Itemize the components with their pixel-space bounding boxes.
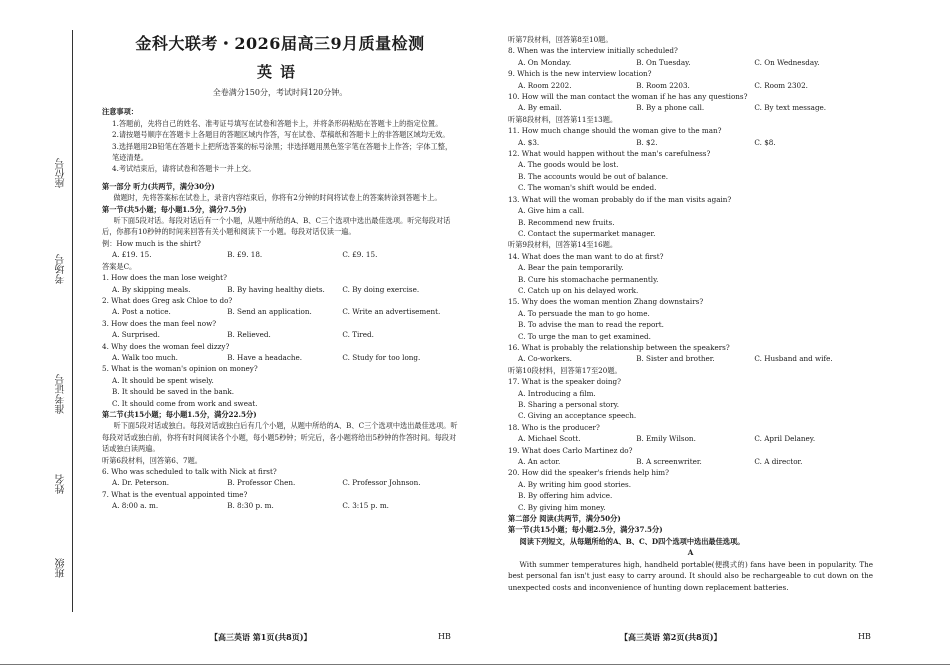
question-3-options xyxy=(102,329,458,340)
option: A. To persuade the man to go home. xyxy=(518,308,650,318)
question-11-options xyxy=(508,137,873,148)
passage-label: A xyxy=(687,548,694,558)
option: B. $2. xyxy=(636,137,658,147)
question-2: 2. What does Greg ask Chloe to do? xyxy=(102,295,233,305)
option: B. Emily Wilson. xyxy=(636,434,696,444)
question-1-options xyxy=(102,284,458,295)
notice-item: 4.考试结束后，请将试卷和答题卡一并上交。 xyxy=(112,164,256,174)
section2-intro: 听下面5段对话或独白。每段对话或独白后有几个小题，从题中所给的A、B、C三个选项中选出最佳选项。听每段对话或独白前，你将有时间阅读各个小题，每小题5秒钟；听完后，各小题将给出5秒钟的作答时间。每段对话或独白读两遍。 xyxy=(102,421,458,454)
part2-intro: 阅读下列短文，从每题所给的A、B、C、D四个选项中选出最佳选项。 xyxy=(519,536,745,546)
question-5: 5. What is the woman's opinion on money? xyxy=(102,364,258,374)
option: B. The accounts would be out of balance. xyxy=(518,171,669,181)
option: A. An actor. xyxy=(518,457,561,467)
bottom-rule xyxy=(0,664,950,665)
binding-line xyxy=(72,30,73,612)
option: C. Professor Johnson. xyxy=(342,478,421,488)
option: A. Give him a call. xyxy=(518,206,585,216)
notice-heading: 注意事项： xyxy=(102,107,138,117)
example-question: 例：How much is the shirt? xyxy=(102,238,201,248)
notice-item: 1.答题前，先将自己的姓名、准考证号填写在试卷和答题卡上，并将条形码粘贴在答题卡上的指定位置。 xyxy=(112,118,443,128)
material-8-instruction: 听第8段材料，回答第11至13题。 xyxy=(508,114,618,124)
option: C. Catch up on his delayed work. xyxy=(518,285,639,295)
question-6: 6. Who was scheduled to talk with Nick at first? xyxy=(102,467,277,476)
option: A. By writing him good stories. xyxy=(518,479,632,489)
option: A. On Monday. xyxy=(518,57,572,67)
option: C. April Delaney. xyxy=(754,434,816,444)
option: B. By a phone call. xyxy=(636,103,705,113)
option: A. Surprised. xyxy=(112,330,160,340)
question-17: 17. What is the speaker doing? xyxy=(508,377,621,387)
question-14: 14. What does the man want to do at first? xyxy=(508,251,664,261)
page-2-column xyxy=(508,34,873,593)
page-1-column xyxy=(102,30,458,512)
exam-title: 金科大联考・2026届高三9月质量检测 xyxy=(135,34,425,53)
question-13: 13. What will the woman probably do if the man visits again? xyxy=(508,194,732,204)
question-6-options xyxy=(102,477,458,488)
margin-label-class: 班级 xyxy=(56,558,67,578)
notice-item: 3.选择题用2B铅笔在答题卡上把所选答案的标号涂黑；非选择题用黑色签字笔在答题卡上作答；字体工整，笔迹清楚。 xyxy=(112,141,453,163)
question-19: 19. What does Carlo Martinez do? xyxy=(508,445,633,455)
question-4-options xyxy=(102,352,458,363)
question-8-options xyxy=(508,57,873,68)
option: C. By doing exercise. xyxy=(342,284,420,294)
subject-title: 英语 xyxy=(256,63,303,81)
question-1: 1. How does the man lose weight? xyxy=(102,273,227,283)
option: C. Tired. xyxy=(342,330,374,340)
option: A. £19. 15. xyxy=(112,250,152,260)
part2-heading: 第二部分 阅读(共两节，满分50分) xyxy=(508,514,621,524)
option: C. The woman's shift would be ended. xyxy=(518,183,657,193)
margin-label-name: 姓名 xyxy=(56,474,67,494)
material-9-instruction: 听第9段材料，回答第14至16题。 xyxy=(508,240,618,250)
option: B. To advise the man to read the report. xyxy=(518,320,664,330)
option: A. By email. xyxy=(518,103,562,113)
option: B. A screenwriter. xyxy=(636,457,702,467)
question-9-options xyxy=(508,80,873,91)
option: B. Cure his stomachache permanently. xyxy=(518,274,659,284)
option: C. By giving him money. xyxy=(518,502,606,512)
material-10-instruction: 听第10段材料，回答第17至20题。 xyxy=(508,365,622,375)
question-7: 7. What is the eventual appointed time? xyxy=(102,489,248,499)
page-2-footer: 【高三英语 第2页(共8页)】 xyxy=(620,632,722,642)
notice-item: 2.请按题号顺序在答题卡上各题目的答题区域内作答，写在试卷、草稿纸和答题卡上的非答题区域均无效。 xyxy=(112,130,450,140)
page-1-code: HB xyxy=(438,632,451,641)
option: A. Dr. Peterson. xyxy=(112,478,170,488)
passage-text: With summer temperatures high, handheld portable(便携式的) fans have been in popularity. The best personal fan isn't just easy to carry around. It should also be rechargeable to cut down on the unexpected costs and inconvenience of hunting down replacement batteries. xyxy=(508,559,873,592)
option: C. Contact the supermarket manager. xyxy=(518,228,656,238)
option: B. Recommend new fruits. xyxy=(518,217,615,227)
option: A. Co-workers. xyxy=(518,354,572,364)
question-18-options xyxy=(508,433,873,444)
page-2-code: HB xyxy=(858,632,871,641)
question-2-options xyxy=(102,306,458,317)
option: B. Send an application. xyxy=(227,307,312,317)
option: A. 8:00 a. m. xyxy=(112,501,159,511)
question-19-options xyxy=(508,456,873,467)
part2-section1-heading: 第一节(共15小题；每小题2.5分，满分37.5分) xyxy=(508,525,663,535)
question-18: 18. Who is the producer? xyxy=(508,422,600,432)
option: A. Bear the pain temporarily. xyxy=(518,263,624,273)
option: B. Room 2203. xyxy=(636,80,690,90)
margin-label-seat: 座位号 xyxy=(56,158,67,188)
exam-subtitle: 全卷满分150分，考试时间120分钟。 xyxy=(212,88,348,97)
option: B. By offering him advice. xyxy=(518,491,613,501)
option: C. Husband and wife. xyxy=(754,354,833,364)
option: B. £9. 18. xyxy=(227,250,263,260)
option: C. $8. xyxy=(754,137,776,147)
question-11: 11. How much change should the woman give to the man? xyxy=(508,126,722,136)
option: B. On Tuesday. xyxy=(636,57,691,67)
option: B. Professor Chen. xyxy=(227,478,296,488)
option: C. On Wednesday. xyxy=(754,57,820,67)
option: A. The goods would be lost. xyxy=(518,160,619,170)
question-9: 9. Which is the new interview location? xyxy=(508,69,652,79)
binding-margin xyxy=(0,0,92,672)
question-10: 10. How will the man contact the woman if he has any questions? xyxy=(508,92,748,102)
margin-label-room: 考场号 xyxy=(56,254,67,284)
option: A. Walk too much. xyxy=(112,352,178,362)
option: C. Giving an acceptance speech. xyxy=(518,411,637,421)
option: C. £9. 15. xyxy=(342,250,378,260)
option: C. Write an advertisement. xyxy=(342,307,441,317)
option: C. Study for too long. xyxy=(342,352,421,362)
question-7-options xyxy=(102,500,458,511)
question-12: 12. What would happen without the man's carefulness? xyxy=(508,149,711,159)
option: A. It should be spent wisely. xyxy=(112,375,214,385)
option: A. Introducing a film. xyxy=(518,388,596,398)
example-options xyxy=(102,249,458,260)
section2-heading: 第二节(共15小题；每小题1.5分，满分22.5分) xyxy=(102,409,257,419)
notice-section xyxy=(102,106,458,174)
option: B. 8:30 p. m. xyxy=(227,501,274,511)
section1-intro: 听下面5段对话。每段对话后有一个小题，从题中所给的A、B、C三个选项中选出最佳选项。听完每段对话后，你都有10秒钟的时间来回答有关小题和阅读下一小题。每段对话仅读一遍。 xyxy=(102,216,451,237)
section1-heading: 第一节(共5小题；每小题1.5分，满分7.5分) xyxy=(102,204,247,214)
question-20: 20. How did the speaker's friends help him? xyxy=(508,468,669,478)
option: C. 3:15 p. m. xyxy=(342,501,389,511)
question-16-options xyxy=(508,353,873,364)
example-answer: 答案是C。 xyxy=(102,261,137,271)
page-1-footer: 【高三英语 第1页(共8页)】 xyxy=(210,632,312,642)
option: A. Room 2202. xyxy=(518,80,572,90)
option: B. Sister and brother. xyxy=(636,354,715,364)
part1-intro: 做题时，先将答案标在试卷上，录音内容结束后，你将有2分钟的时间将试卷上的答案转涂到答题卡上。 xyxy=(113,193,442,203)
question-4: 4. Why does the woman feel dizzy? xyxy=(102,341,230,351)
option: C. It should come from work and sweat. xyxy=(112,398,258,408)
option: B. It should be saved in the bank. xyxy=(112,387,235,397)
question-15: 15. Why does the woman mention Zhang downstairs? xyxy=(508,297,704,307)
question-16: 16. What is probably the relationship between the speakers? xyxy=(508,342,730,352)
option: A. Michael Scott. xyxy=(518,434,581,444)
option: A. $3. xyxy=(518,137,540,147)
option: B. Have a headache. xyxy=(227,352,303,362)
margin-label-ticket: 准考证号 xyxy=(56,374,67,414)
option: C. Room 2302. xyxy=(754,80,808,90)
material-7-instruction: 听第7段材料，回答第8至10题。 xyxy=(508,35,613,44)
option: C. By text message. xyxy=(754,103,827,113)
option: C. A director. xyxy=(754,457,803,467)
option: A. By skipping meals. xyxy=(112,284,191,294)
question-3: 3. How does the man feel now? xyxy=(102,318,217,328)
option: B. Relieved. xyxy=(227,330,271,340)
material-6-instruction: 听第6段材料，回答第6、7题。 xyxy=(102,455,202,465)
option: C. To urge the man to get examined. xyxy=(518,331,651,341)
question-8: 8. When was the interview initially scheduled? xyxy=(508,46,678,56)
option: B. Sharing a personal story. xyxy=(518,400,620,409)
question-10-options xyxy=(508,102,873,113)
option: A. Post a notice. xyxy=(112,307,171,317)
part1-heading: 第一部分 听力(共两节，满分30分) xyxy=(102,181,215,191)
option: B. By having healthy diets. xyxy=(227,284,325,294)
